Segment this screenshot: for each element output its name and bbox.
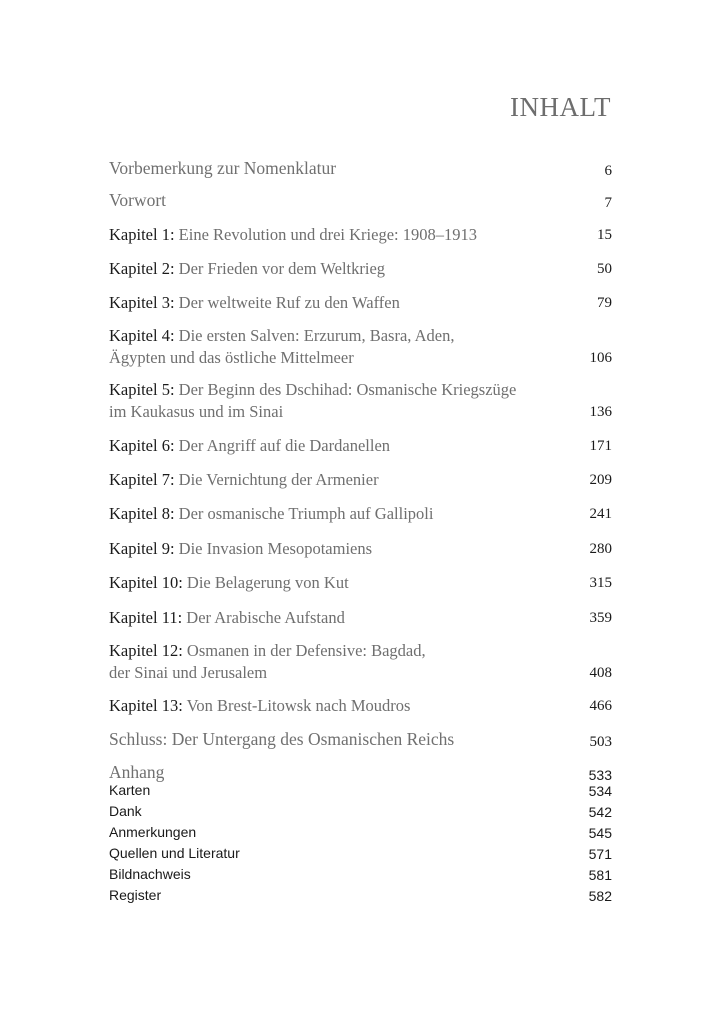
chapter-label: Kapitel 5: — [109, 380, 175, 399]
entry-page: 534 — [588, 783, 612, 799]
entry-title: Register — [109, 887, 162, 903]
entry-page: 581 — [588, 867, 612, 883]
entry-title — [109, 538, 590, 560]
entry-page: 542 — [588, 804, 612, 820]
toc-entry-kapitel-12[interactable] — [109, 640, 612, 684]
toc-entry-karten[interactable] — [109, 781, 612, 799]
toc-entry-dank[interactable] — [109, 802, 612, 820]
entry-title: Karten — [109, 782, 151, 798]
entry-page: 503 — [589, 734, 612, 750]
toc-entry-kapitel-1[interactable] — [109, 224, 612, 246]
chapter-title-line-2: im Kaukasus und im Sinai — [109, 402, 284, 421]
toc-entry-vorbemerkung[interactable] — [109, 156, 612, 180]
entry-page: 79 — [597, 295, 612, 311]
entry-page: 136 — [589, 404, 612, 420]
entry-page: 466 — [589, 698, 612, 714]
toc-entry-register[interactable] — [109, 886, 612, 904]
toc-entry-kapitel-9[interactable] — [109, 538, 612, 560]
entry-title — [109, 292, 597, 314]
toc-entry-kapitel-11[interactable] — [109, 607, 612, 629]
chapter-title: Die Vernichtung der Armenier — [178, 470, 379, 489]
chapter-label: Kapitel 13: — [109, 696, 183, 715]
entry-title — [109, 435, 590, 457]
toc-entry-kapitel-10[interactable] — [109, 572, 612, 594]
toc-entry-kapitel-4[interactable] — [109, 325, 612, 369]
chapter-label: Kapitel 6: — [109, 436, 175, 455]
toc-entry-kapitel-7[interactable] — [109, 469, 612, 491]
entry-page: 545 — [588, 825, 612, 841]
toc-entry-bildnachweis[interactable] — [109, 865, 612, 883]
page-title: INHALT — [510, 92, 611, 122]
entry-page: 171 — [589, 438, 612, 454]
toc-entry-anmerkungen[interactable] — [109, 823, 612, 841]
chapter-title: Der Angriff auf die Dardanellen — [178, 436, 391, 455]
entry-page: 359 — [589, 610, 612, 626]
entry-title — [109, 224, 597, 246]
chapter-title: Der Beginn des Dschihad: Osmanische Kriegszüge — [178, 380, 517, 399]
toc-entry-kapitel-8[interactable] — [109, 503, 612, 525]
chapter-label: Kapitel 2: — [109, 259, 175, 278]
chapter-label: Kapitel 3: — [109, 293, 175, 312]
entry-page: 280 — [589, 541, 612, 557]
toc-entry-vorwort[interactable] — [109, 188, 612, 212]
entry-page: 533 — [588, 767, 612, 783]
entry-title: Bildnachweis — [109, 866, 191, 882]
entry-title — [109, 607, 590, 629]
entry-title — [109, 503, 590, 525]
chapter-label: Kapitel 8: — [109, 504, 175, 523]
toc-entry-quellen[interactable] — [109, 844, 612, 862]
chapter-title: Osmanen in der Defensive: Bagdad, — [186, 641, 426, 660]
chapter-title-line-2: der Sinai und Jerusalem — [109, 663, 268, 682]
chapter-title-line-2: Ägypten und das östliche Mittelmeer — [109, 348, 354, 367]
chapter-label: Kapitel 12: — [109, 641, 183, 660]
entry-page: 6 — [604, 163, 612, 179]
toc-entry-schluss[interactable] — [109, 727, 612, 751]
entry-title: Vorwort — [109, 190, 167, 210]
entry-title: Anhang — [109, 762, 165, 782]
chapter-title: Der Frieden vor dem Weltkrieg — [178, 259, 386, 278]
chapter-label: Kapitel 11: — [109, 608, 183, 627]
entry-page: 408 — [589, 665, 612, 681]
entry-page: 571 — [588, 846, 612, 862]
chapter-title: Von Brest-Litowsk nach Moudros — [186, 696, 411, 715]
entry-title: Schluss: Der Untergang des Osmanischen Reichs — [109, 729, 455, 749]
toc-entry-kapitel-13[interactable] — [109, 695, 612, 717]
chapter-title: Der osmanische Triumph auf Gallipoli — [178, 504, 434, 523]
entry-title: Vorbemerkung zur Nomenklatur — [109, 158, 337, 178]
entry-page: 315 — [589, 575, 612, 591]
chapter-label: Kapitel 1: — [109, 225, 175, 244]
entry-page: 209 — [589, 472, 612, 488]
entry-title — [109, 258, 597, 280]
entry-title — [109, 469, 590, 491]
chapter-title: Die Invasion Mesopotamiens — [178, 539, 373, 558]
entry-title: Dank — [109, 803, 142, 819]
toc-entry-kapitel-3[interactable] — [109, 292, 612, 314]
toc-entry-kapitel-5[interactable] — [109, 379, 612, 423]
chapter-title: Die ersten Salven: Erzurum, Basra, Aden, — [178, 326, 455, 345]
entry-page: 106 — [589, 350, 612, 366]
chapter-label: Kapitel 10: — [109, 573, 183, 592]
entry-title: Anmerkungen — [109, 824, 197, 840]
chapter-title: Der Arabische Aufstand — [186, 608, 345, 627]
toc-entry-kapitel-6[interactable] — [109, 435, 612, 457]
entry-title — [109, 325, 590, 369]
chapter-title: Eine Revolution und drei Kriege: 1908–1913 — [178, 225, 477, 244]
entry-title: Quellen und Literatur — [109, 845, 240, 861]
chapter-title: Die Belagerung von Kut — [186, 573, 349, 592]
toc-entry-kapitel-2[interactable] — [109, 258, 612, 280]
entry-title — [109, 695, 590, 717]
entry-title — [109, 640, 590, 684]
chapter-title: Der weltweite Ruf zu den Waffen — [178, 293, 400, 312]
chapter-label: Kapitel 7: — [109, 470, 175, 489]
entry-page: 15 — [597, 227, 612, 243]
chapter-label: Kapitel 4: — [109, 326, 175, 345]
entry-page: 582 — [588, 888, 612, 904]
entry-title — [109, 572, 590, 594]
entry-title — [109, 379, 590, 423]
toc-entry-anhang[interactable] — [109, 761, 612, 783]
entry-page: 7 — [604, 195, 612, 211]
entry-page: 50 — [597, 261, 612, 277]
entry-page: 241 — [589, 506, 612, 522]
chapter-label: Kapitel 9: — [109, 539, 175, 558]
